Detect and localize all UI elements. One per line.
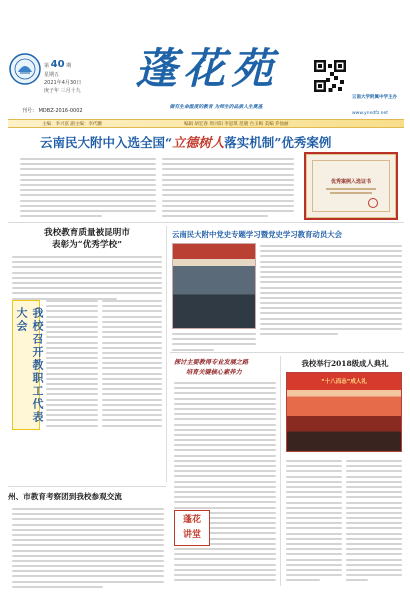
article-left-title [12, 227, 162, 251]
article-right-text-2 [346, 460, 402, 585]
corner-tag-line2: 讲堂 [182, 530, 201, 540]
article-middle-text [260, 245, 402, 338]
article-lead-text [20, 158, 156, 220]
qr-code-icon [314, 60, 346, 92]
certificate-image [304, 152, 398, 220]
lunar-date: 庚子年 三月十九 [44, 88, 81, 94]
article-quote-title [174, 358, 276, 378]
article-middle-photo [172, 243, 256, 329]
article-bottom-title: 州、市教育考察团到我校参观交流 [8, 492, 122, 501]
article-middle-photo-caption [172, 333, 256, 354]
headline [40, 131, 380, 153]
weekday: 星期五 [44, 72, 60, 78]
editors-left: 主编：李兴富 副主编：李代鹏 [42, 122, 102, 127]
section-divider [8, 222, 404, 223]
article-right-title: 我校举行2018级成人典礼 [301, 359, 389, 368]
section-divider-2 [170, 352, 404, 353]
slogan: 做有生命温度的教育 为师生的品质人生奠基 [169, 105, 263, 110]
article-quote-text [174, 382, 276, 584]
school-emblem-icon [8, 52, 42, 86]
article-right-photo [286, 372, 402, 452]
website[interactable]: www.ynndfz.net [352, 111, 389, 116]
article-lead-text-2 [162, 158, 294, 220]
article-right-text-1 [286, 460, 342, 585]
issue-prefix: 第 [44, 63, 50, 69]
issue-suffix: 期 [66, 63, 72, 69]
article-middle-title: 云南民大附中党史专题学习暨党史学习教育动员大会 [172, 230, 342, 239]
article-quote-line1: 探讨主要教得专业发展之路 [174, 359, 249, 366]
column-divider-2 [280, 356, 281, 586]
section-divider-3 [8, 486, 166, 487]
article-right-photo-caption: “十八而志”成人礼 [321, 379, 367, 385]
article-left-body [46, 300, 98, 430]
issue-number: 40 [50, 59, 65, 70]
side-banner [12, 300, 44, 430]
editors-bar [8, 119, 404, 128]
side-banner-text: 我校召开教职工代表大会 [15, 307, 44, 424]
headline-calligraphy: 立德树人 [172, 136, 225, 151]
headline-part2: 落实机制”优秀案例 [224, 135, 332, 150]
corner-tag [174, 510, 210, 546]
paper-title: 蓬花苑 [134, 44, 279, 93]
article-left-body-2 [102, 300, 162, 430]
column-divider-1 [166, 226, 167, 482]
editors-right: 编辑 胡宏春 周兴阳 李思琪 范晓 台玉梅 美编 乔仙丽 [184, 122, 289, 127]
registration-number: MDBZ-2016-0002 [38, 108, 83, 114]
registration [22, 107, 83, 114]
article-left-title-line1: 我校教育质量被昆明市 [44, 228, 130, 238]
masthead [0, 0, 410, 120]
publisher: 云南大学附属中学主办 [352, 95, 397, 100]
issue-date: 2021年4月30日 [44, 80, 82, 86]
registration-label: 刊号： [22, 108, 38, 114]
article-left-text [12, 256, 162, 303]
issue-block [44, 60, 100, 104]
article-bottom-text [12, 508, 164, 591]
article-quote-line2: 培育关键核心素养力 [186, 369, 242, 376]
corner-tag-line1: 蓬花 [182, 515, 201, 525]
article-left-title-line2: 表彰为“优秀学校” [51, 240, 123, 250]
certificate-title: 优秀案例入选证书 [330, 179, 371, 185]
headline-part1: 云南民大附中入选全国“ [40, 135, 173, 150]
